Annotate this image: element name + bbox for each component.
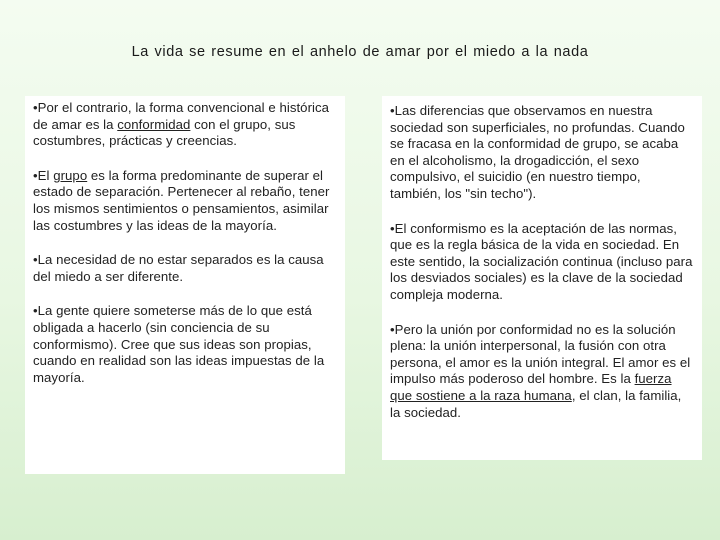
left-bullet-3: •La necesidad de no estar separados es la causa del miedo a ser diferente. xyxy=(33,252,324,284)
right-bullet-3 xyxy=(390,322,695,422)
left-bullet-1 xyxy=(33,100,338,150)
grupo-link[interactable]: grupo xyxy=(53,167,88,183)
slide-title: La vida se resume en el anhelo de amar por el miedo a la nada xyxy=(131,44,589,60)
right-bullet-3-text-b: , el clan, la familia, la sociedad. xyxy=(390,387,682,420)
left-bullet-2-text-b: es la forma predominante de superar el estado de separación. Pertenecer al rebaño, tener los mismos sentimientos o pensamientos, asimilar las costumbres y las ideas de la mayoría. xyxy=(33,167,330,233)
right-bullet-2: •El conformismo es la aceptación de las normas, que es la regla básica de la vida en sociedad. En este sentido, la socialización continua (incluso para los desviados sociales) es la clave de la sociedad compleja moderna. xyxy=(390,220,693,302)
left-bullet-1-text-b: con el grupo, sus costumbres, prácticas y creencias. xyxy=(33,116,296,149)
right-bullet-1: •Las diferencias que observamos en nuestra sociedad son superficiales, no profundas. Cuando se fracasa en la conformidad de grupo, se acaba en el alcoholismo, la drogadicción, el sexo compulsivo, el suicidio (en nuestro tiempo, también, los "sin techo"). xyxy=(390,103,685,201)
left-bullet-4: •La gente quiere someterse más de lo que está obligada a hacerlo (sin conciencia de su conformismo). Cree que sus ideas son propias, cuando en realidad son las ideas impuestas de la mayoría. xyxy=(33,303,325,385)
left-bullet-2-text-a: •El xyxy=(33,167,54,183)
left-bullet-2 xyxy=(33,168,338,234)
right-bullet-3-text-a: •Pero la unión por conformidad no es la solución plena: la unión interpersonal, la fusión con otra persona, el amor es la unión integral. El amor es el impulso más poderoso del hombre. Es la xyxy=(390,321,691,387)
conformidad-link[interactable]: conformidad xyxy=(117,116,191,132)
fuerza-link[interactable]: fuerza que sostiene a la raza humana xyxy=(390,371,672,403)
right-text-box xyxy=(382,96,702,460)
left-bullet-1-text-a: •Por el contrario, la forma convencional e histórica de amar es la xyxy=(33,100,330,132)
left-text-box xyxy=(25,96,345,474)
